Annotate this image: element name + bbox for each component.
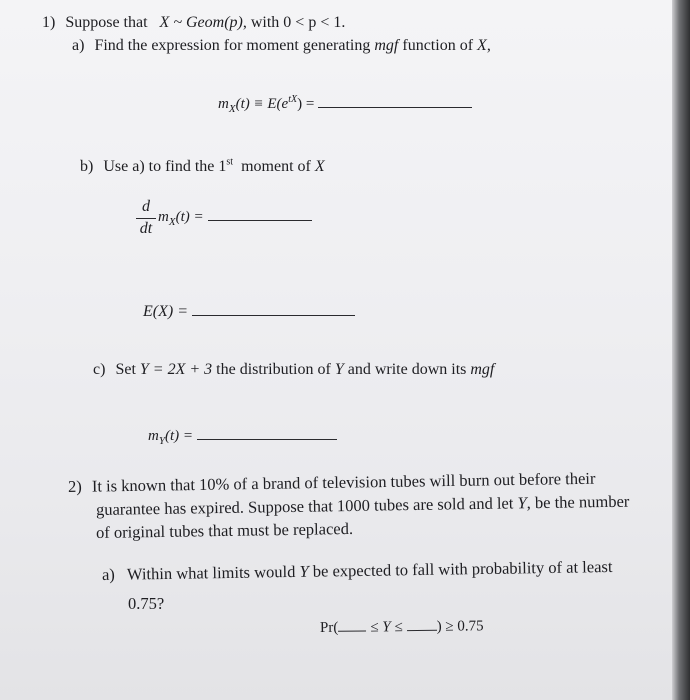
q1a-text2: function of	[402, 37, 474, 54]
q2-line1-text: It is known that 10% of a brand of television tubes will burn out before their	[91, 468, 596, 496]
q1a-prompt	[72, 36, 491, 56]
q1b-ex-label: E(X) =	[143, 303, 188, 320]
q2a-pr-end: ) ≥ 0.75	[436, 618, 484, 635]
q1a-formula-sub: X	[228, 103, 236, 115]
q1-number: 1)	[42, 14, 56, 31]
q2-number: 2)	[67, 476, 82, 496]
q2a-label: a)	[101, 564, 115, 584]
q1-distribution: X ~ Geom(p)	[159, 14, 243, 31]
q1b-deriv-denominator: dt	[139, 220, 153, 237]
q1a-answer-blank[interactable]	[318, 106, 472, 108]
q1c-formula	[148, 426, 337, 446]
q1a-formula	[218, 94, 472, 114]
q1c-formula-end: (t) =	[164, 428, 193, 444]
q1b-ex-blank[interactable]	[192, 314, 355, 316]
q1b-deriv-m: m	[158, 209, 169, 225]
q1c-mgf: mgf	[470, 361, 495, 378]
q2-line-2	[96, 492, 630, 520]
q1c-prompt	[93, 360, 494, 380]
q1a-var: X	[477, 37, 487, 54]
page-edge-shadow	[672, 0, 690, 700]
q2a-probability	[320, 616, 484, 638]
q1a-label: a)	[72, 37, 85, 54]
q2a-line1-end: be expected to fall with probability of at least	[312, 556, 613, 581]
q1b-text2: moment of	[241, 158, 311, 175]
q1c-text: Set	[115, 361, 136, 378]
q1-condition: , with 0 < p < 1.	[242, 14, 346, 31]
q1b-sup: st	[226, 156, 234, 168]
q1b-deriv-sub: X	[168, 216, 176, 228]
q2-line3-text: of original tubes that must be replaced.	[95, 518, 354, 542]
q2a-line1-text: Within what limits would	[126, 561, 296, 584]
q1b-deriv-end: (t) =	[175, 209, 204, 225]
q1a-end: ,	[486, 37, 491, 54]
q1c-formula-sub: Y	[158, 435, 165, 447]
q1-intro-text: Suppose that	[65, 14, 148, 31]
q1b-var: X	[314, 158, 325, 175]
q2-line2-end: , be the number	[526, 491, 630, 513]
q1-intro	[42, 13, 345, 33]
q1a-formula-mid: (t) ≡ E(e	[235, 96, 289, 112]
q1c-label: c)	[93, 361, 106, 378]
q1c-text2: the distribution of	[216, 361, 331, 378]
q1a-formula-m: m	[218, 96, 229, 112]
q2a-line-2	[128, 594, 164, 614]
q1b-text: Use a) to find the 1	[103, 158, 227, 175]
q1a-text: Find the expression for moment generating	[94, 37, 371, 54]
q1b-deriv-blank[interactable]	[208, 219, 312, 221]
q1c-formula-m: m	[148, 428, 159, 444]
q1b-fraction-bar	[136, 218, 156, 219]
q1c-text3: and write down its	[347, 361, 467, 378]
q2a-lower-blank[interactable]	[338, 630, 366, 632]
q1b-expectation	[143, 302, 355, 322]
q1a-formula-end: ) =	[297, 96, 315, 112]
q2a-line2-text: 0.75?	[128, 594, 165, 613]
q1a-formula-sup: tX	[288, 94, 298, 105]
q2a-pr-mid: ≤ Y ≤	[370, 619, 403, 636]
q2a-line-1	[102, 557, 613, 585]
q2-line2-var: Y	[517, 493, 527, 513]
q1a-mgf: mgf	[374, 37, 399, 54]
q1b-deriv-formula	[158, 207, 312, 227]
q1c-var: Y	[334, 361, 344, 378]
q2-line2-text: guarantee has expired. Suppose that 1000 tubes are sold and let	[95, 493, 514, 519]
q2a-var: Y	[299, 561, 309, 581]
q2-line-3	[96, 519, 353, 543]
q2a-upper-blank[interactable]	[407, 629, 437, 631]
q1b-prompt	[80, 157, 325, 177]
q1c-equation: Y = 2X + 3	[139, 361, 213, 378]
q1b-label: b)	[80, 158, 94, 175]
q1b-deriv-numerator: d	[142, 198, 150, 215]
q2a-pr-open: Pr(	[319, 619, 339, 636]
q1c-answer-blank[interactable]	[197, 438, 337, 440]
